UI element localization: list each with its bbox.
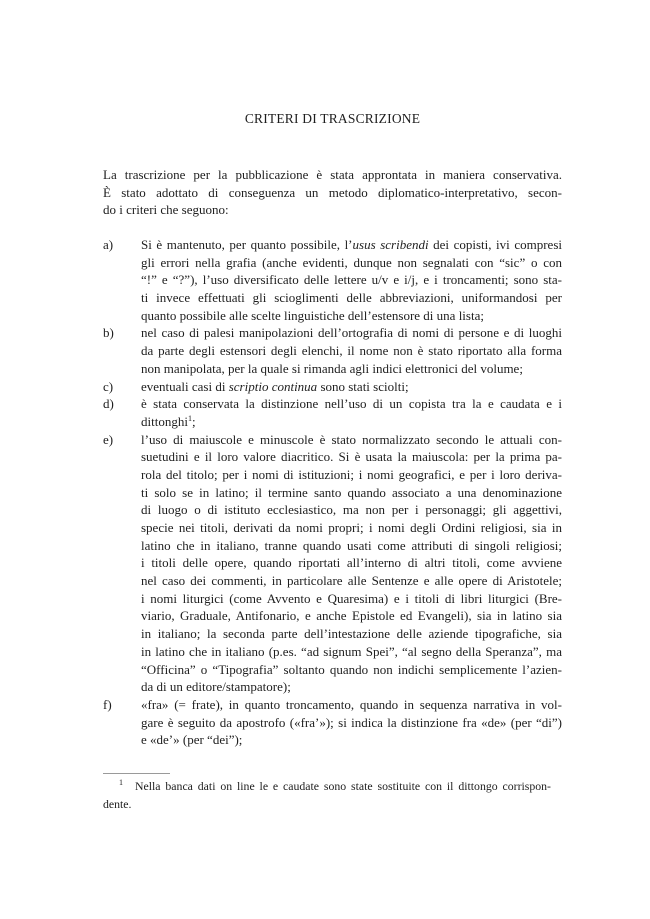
text-line: ti invece effettuati gli scioglimenti delle abbreviazioni, uniformandosi per xyxy=(141,290,562,306)
text-line: “!” e “?”), l’uso diversificato delle lettere u/v e i/j, e i troncamenti; sono sta- xyxy=(141,272,562,288)
text-segment: Si è mantenuto, per quanto possibile, l’ xyxy=(141,237,353,252)
text-line: non manipolata, per la quale si rimanda agli indici elettronici del volume; xyxy=(141,360,523,376)
footnote-text: Nella banca dati on line le e caudate sono state sostituite con il dittongo corrispon- xyxy=(135,779,551,793)
item-text xyxy=(141,431,562,696)
item-label: c) xyxy=(103,378,114,394)
emphasis-text: usus scribendi xyxy=(352,237,429,252)
text-line: “Officina” o “Tipografia” soltanto quando non indichi semplicemente l’azien- xyxy=(141,661,562,677)
footnote-text: dente. xyxy=(103,796,132,811)
criteria-item xyxy=(103,696,562,749)
criteria-item xyxy=(103,395,562,430)
text-line xyxy=(141,236,562,254)
text-line: i nomi liturgici (come Avvento e Quaresima) e i titoli di libri liturgici (Bre- xyxy=(141,590,562,606)
text-line: ti solo se in latino; il termine santo quando associato a una denominazione xyxy=(141,484,562,500)
criteria-item xyxy=(103,236,562,324)
text-line: latino che in italiano, tranne quando usati come attributi di singoli religiosi; xyxy=(141,537,562,553)
page-title: CRITERI DI TRASCRIZIONE xyxy=(244,111,421,126)
text-segment: sono stati sciolti; xyxy=(317,378,409,394)
text-line: «fra» (= frate), in quanto troncamento, quando in sequenza narrativa in vol- xyxy=(141,696,562,712)
text-line: La trascrizione per la pubblicazione è stata approntata in maniera conservativa. xyxy=(103,167,562,182)
item-text xyxy=(141,378,562,396)
text-line: nel caso di palesi manipolazioni dell’ortografia di nomi di persone e di luoghi xyxy=(141,325,562,341)
text-line xyxy=(141,413,562,431)
text-line: i titoli delle opere, quando riportati all’interno di altri titoli, come avviene xyxy=(141,555,562,571)
item-text xyxy=(141,236,562,324)
text-segment: dittonghi xyxy=(141,413,188,429)
text-line: e «de’» (per “dei”); xyxy=(141,732,243,748)
text-line: da parte degli estensori degli elenchi, il nome non è stato riportato alla forma xyxy=(141,343,562,359)
text-line: l’uso di maiuscole e minuscole è stato normalizzato secondo le attuali con- xyxy=(141,431,562,447)
footnote-line xyxy=(103,796,551,814)
text-segment: dei copisti, ivi compresi xyxy=(428,237,562,252)
text-line: rola del titolo; per i nomi di istituzioni; i nomi geografici, e per i loro deriva- xyxy=(141,466,562,482)
footnote-line: 1 Nella banca dati on line le e caudate sono state sostituite con il dittongo corrispon- xyxy=(119,778,551,793)
text-line: gli errori nella grafia (anche evidenti, dunque non segnalati con “sic” o con xyxy=(141,254,562,270)
footnote-separator xyxy=(103,773,170,774)
intro-paragraph xyxy=(103,166,562,219)
item-label: a) xyxy=(103,237,114,252)
text-segment: ; xyxy=(191,413,196,429)
text-line: viario, Graduale, Antifonario, e anche Epistole ed Evangeli), sia in latino sia xyxy=(141,608,562,624)
text-line: quanto possibile alle scelte linguistiche dell’estensore di una lista; xyxy=(141,307,484,323)
item-label: f) xyxy=(103,696,112,712)
text-line: È stato adottato di conseguenza un metodo diplomatico-interpretativo, secon- xyxy=(103,184,562,200)
criteria-item xyxy=(103,431,562,696)
item-label: e) xyxy=(103,431,114,447)
item-text xyxy=(141,696,562,749)
text-line: gare è seguito da apostrofo («fra’»); si indica la distinzione fra «de» (per “di”) xyxy=(141,714,562,730)
text-segment: eventuali casi di xyxy=(141,378,229,394)
text-line: do i criteri che seguono: xyxy=(103,202,229,218)
criteria-item xyxy=(103,378,562,396)
item-label: d) xyxy=(103,396,114,412)
text-line: è stata conservata la distinzione nell’uso di un copista tra la e caudata e i xyxy=(141,396,562,412)
text-line: nel caso dei commenti, in particolare alle Sentenze e alle opere di Aristotele; xyxy=(141,573,562,589)
text-line: in latino che in italiano (p.es. “ad signum Spei”, “al segno della Speranza”, ma xyxy=(141,643,562,659)
footnote-ref: 1 xyxy=(187,413,192,423)
text-line: in italiano; la seconda parte dell’intestazione delle aziende tipografiche, sia xyxy=(141,626,562,642)
criteria-item xyxy=(103,324,562,377)
footnote xyxy=(103,778,551,813)
item-label: b) xyxy=(103,325,114,341)
item-text xyxy=(141,395,562,430)
emphasis-text: scriptio continua xyxy=(228,378,318,394)
text-line: specie nei titoli, derivati da nomi propri; i nomi degli Ordini religiosi, sia in xyxy=(141,520,562,535)
text-line: di luogo o di istituto ecclesiastico, ma non per i personaggi; gli aggettivi, xyxy=(141,502,562,518)
item-text xyxy=(141,324,562,377)
text-line xyxy=(141,378,562,396)
text-line: suetudini e il loro valore diacritico. Si è usata la maiuscola: per la prima pa- xyxy=(141,449,562,465)
text-line: da di un editore/stampatore); xyxy=(141,679,291,695)
criteria-list xyxy=(103,236,562,749)
